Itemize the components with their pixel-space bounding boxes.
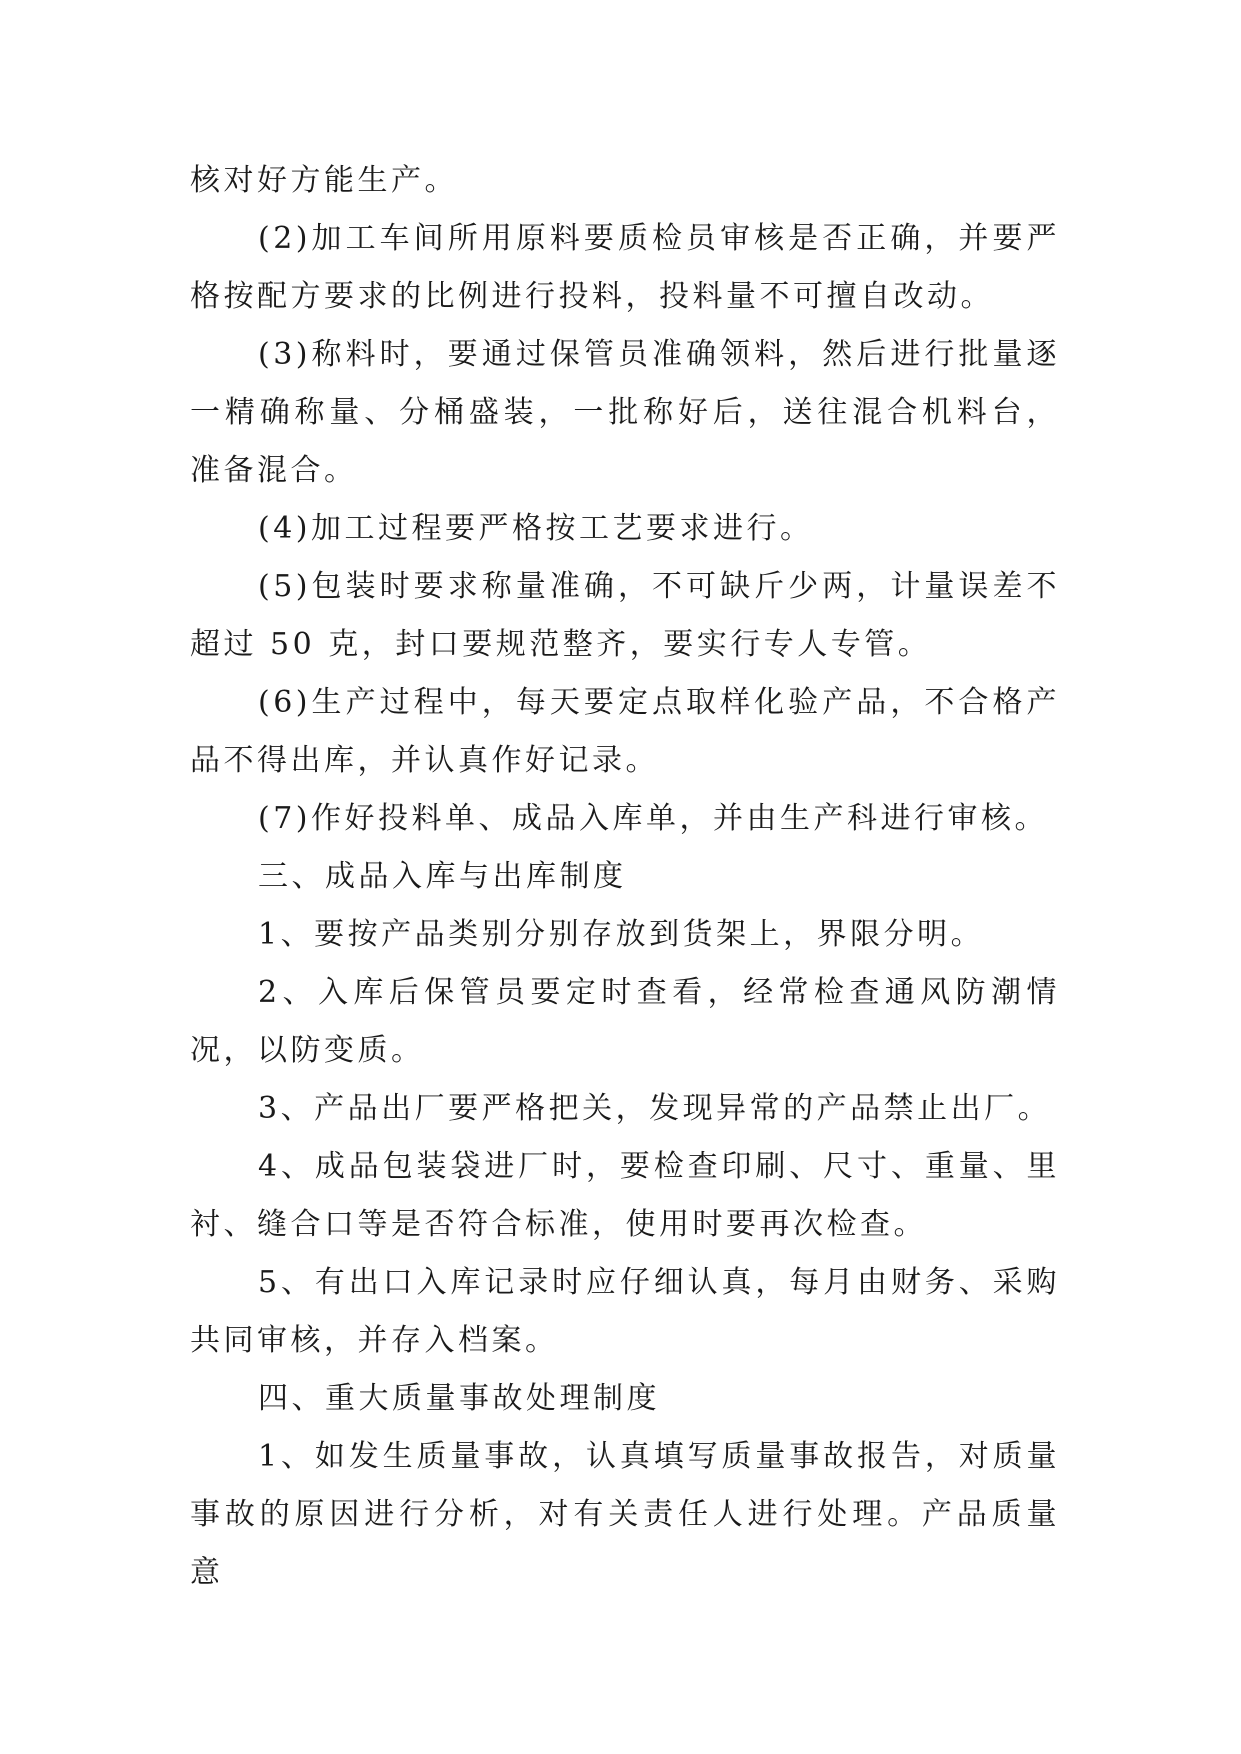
section-heading-4: 四、重大质量事故处理制度 [258,1381,660,1416]
paragraph-item-3: (3)称料时，要通过保管员准确领料，然后进行批量逐一精确称量、分桶盛装，一批称好后，送往混合机料台，准备混合。 [190,337,1060,488]
paragraph-storage-1: 1、要按产品类别分别存放到货架上，界限分明。 [258,917,985,952]
document-body [190,152,1060,1602]
paragraph-item-6: (6)生产过程中，每天要定点取样化验产品，不合格产品不得出库，并认真作好记录。 [190,685,1060,778]
paragraph-storage-2: 2、入库后保管员要定时查看，经常检查通风防潮情况，以防变质。 [190,975,1060,1068]
paragraph-accident-1: 1、如发生质量事故，认真填写质量事故报告，对质量事故的原因进行分析，对有关责任人进行处理。产品质量意 [190,1439,1060,1590]
paragraph-item-4: (4)加工过程要严格按工艺要求进行。 [258,511,814,546]
paragraph-storage-3: 3、产品出厂要严格把关，发现异常的产品禁止出厂。 [258,1091,1052,1126]
paragraph-storage-5: 5、有出口入库记录时应仔细认真，每月由财务、采购共同审核，并存入档案。 [190,1265,1060,1358]
paragraph-item-7: (7)作好投料单、成品入库单，并由生产科进行审核。 [258,801,1048,836]
paragraph-item-5: (5)包装时要求称量准确，不可缺斤少两，计量误差不超过 50 克，封口要规范整齐，要实行专人专管。 [190,569,1060,662]
paragraph-item-2: (2)加工车间所用原料要质检员审核是否正确，并要严格按配方要求的比例进行投料，投料量不可擅自改动。 [190,221,1060,314]
paragraph-continuation: 核对好方能生产。 [190,163,458,198]
section-heading-3: 三、成品入库与出库制度 [258,859,627,894]
paragraph-storage-4: 4、成品包装袋进厂时，要检查印刷、尺寸、重量、里衬、缝合口等是否符合标准，使用时要再次检查。 [190,1149,1060,1242]
